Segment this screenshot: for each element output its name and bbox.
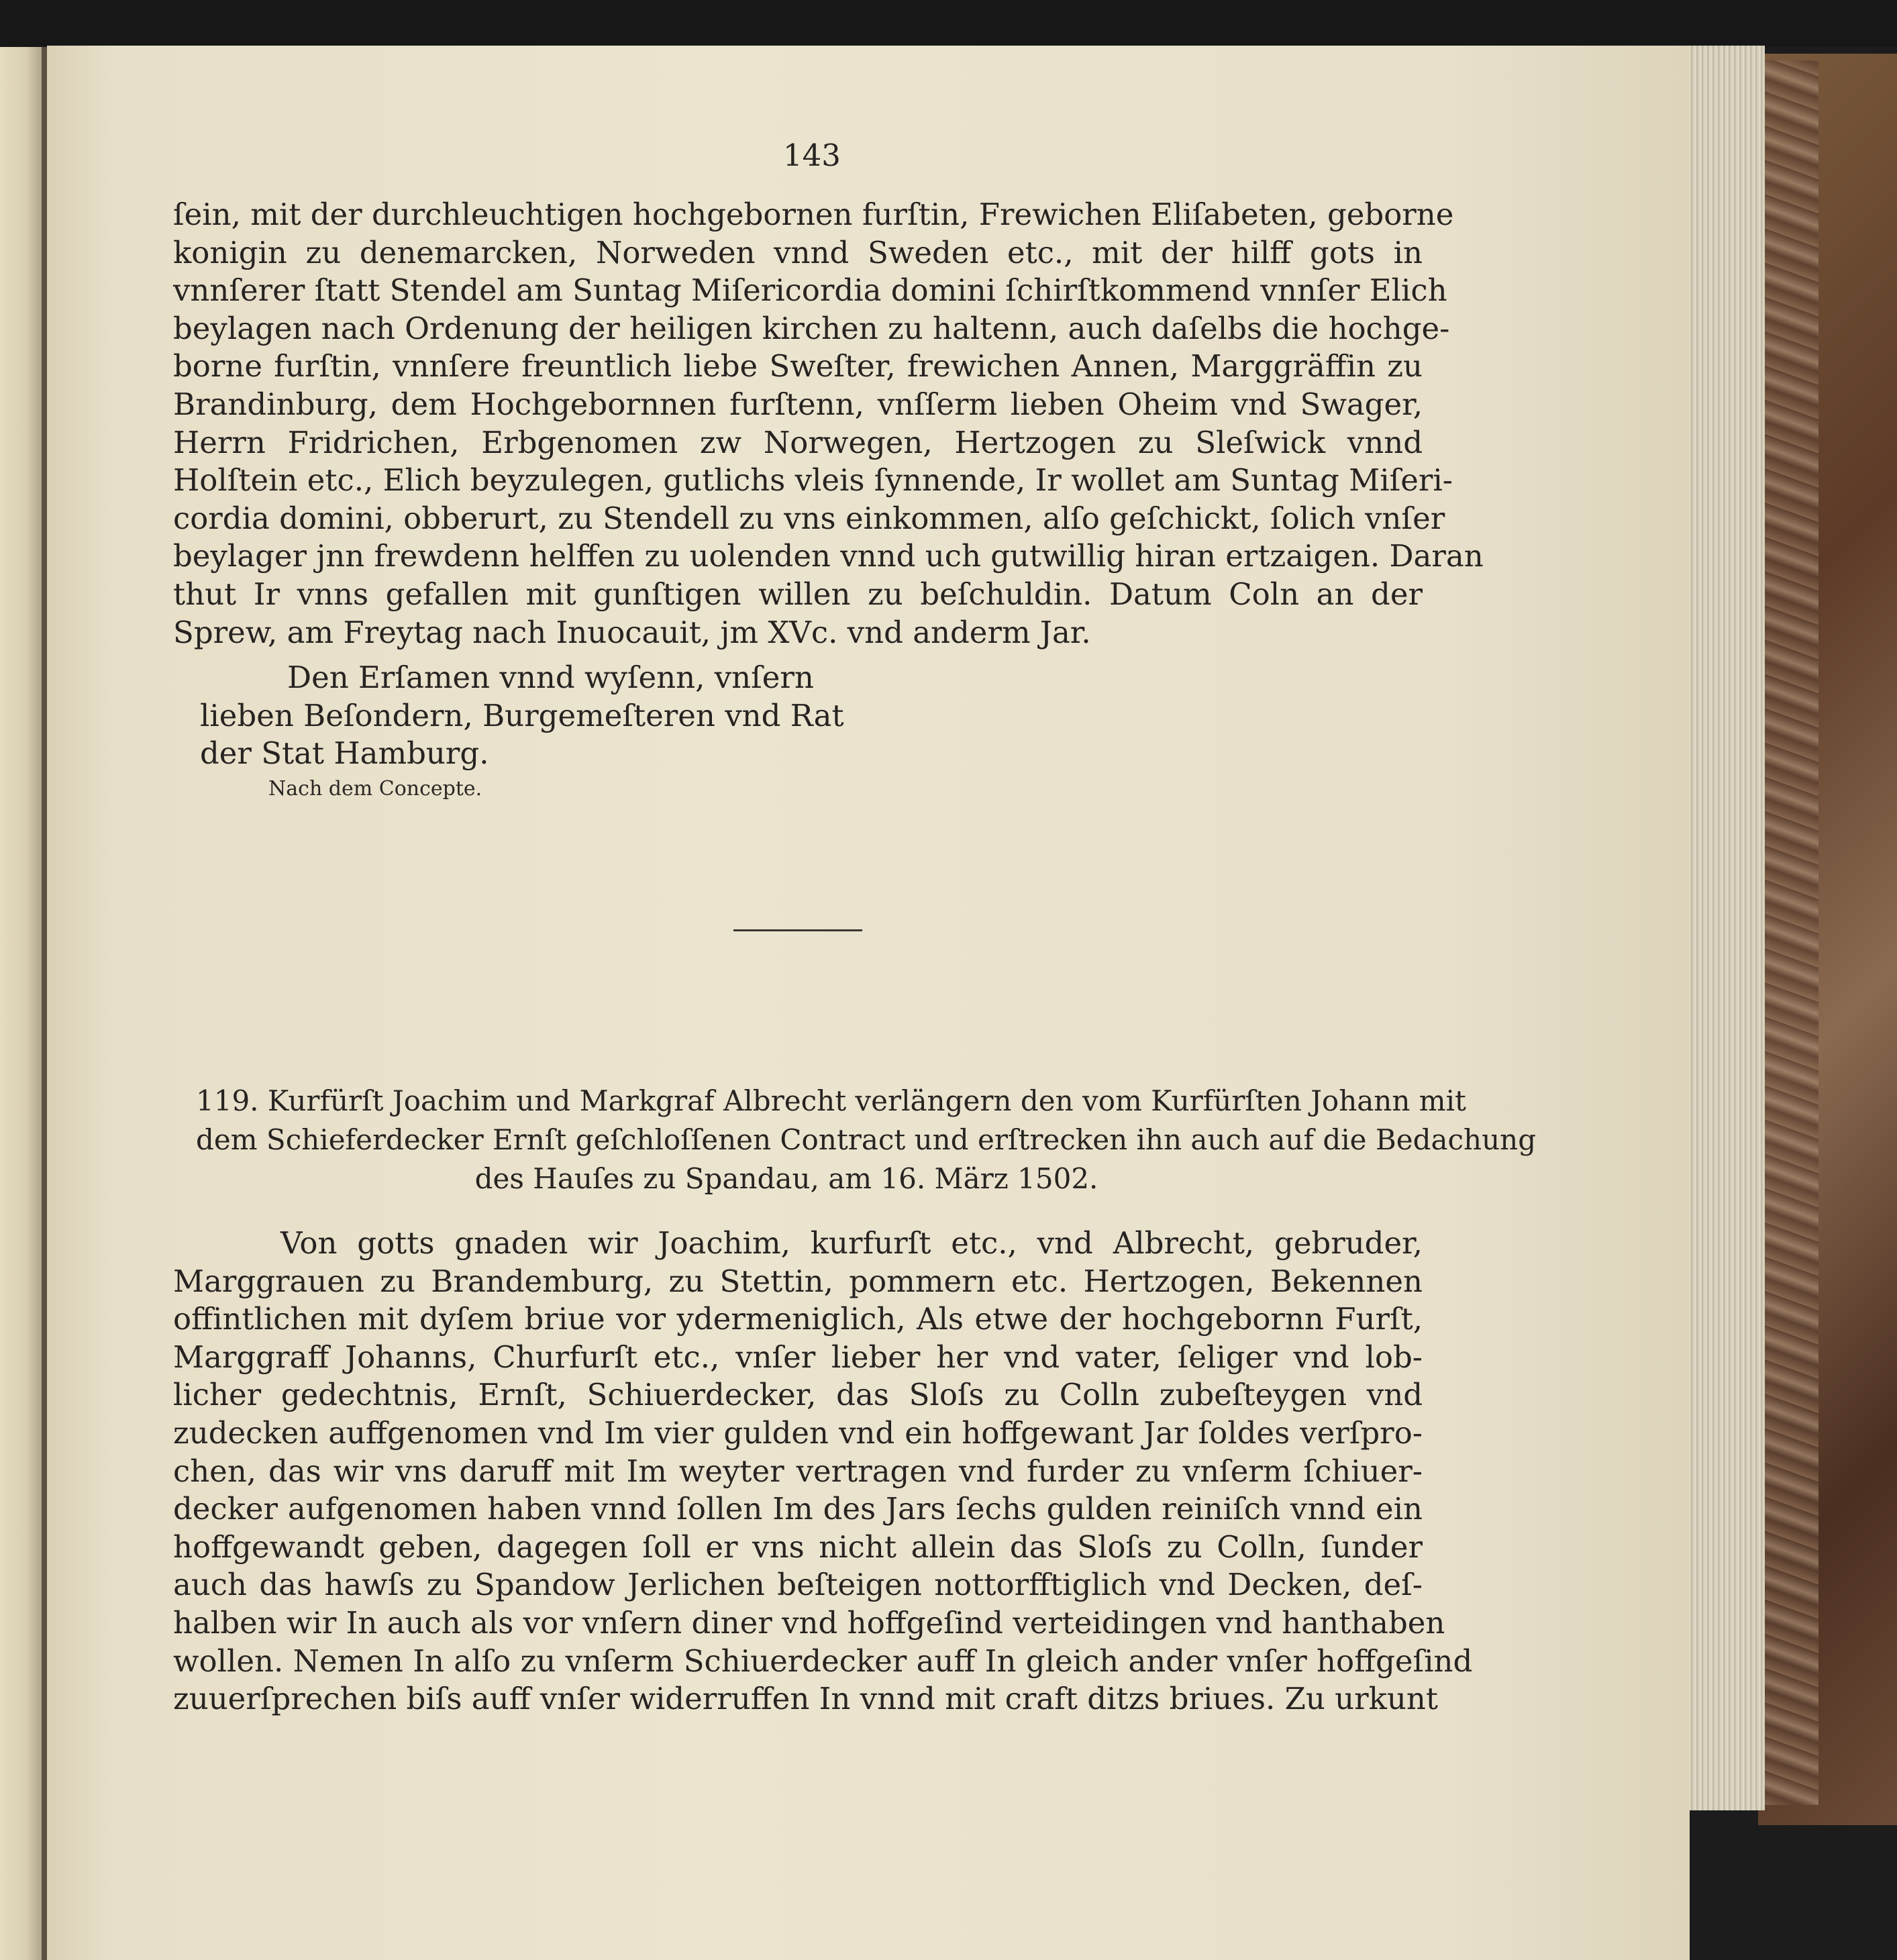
text-line: auch das hawſs zu Spandow Jerlichen beſteigen nottorfftiglich vnd Decken, deſ- <box>173 1567 1423 1603</box>
document-heading <box>196 1082 1537 1198</box>
text-line: offintlichen mit dyſem briue vor ydermeniglich, Als etwe der hochgebornn Furſt, <box>173 1301 1423 1337</box>
text-line: beylager jnn frewdenn helffen zu uolenden vnnd uch gutwillig hiran ertzaigen. Daran <box>173 538 1484 574</box>
text-line: licher gedechtnis, Ernſt, Schiuerdecker, das Sloſs zu Colln zubeſteygen vnd <box>173 1377 1423 1413</box>
document-body <box>173 1225 1473 1718</box>
text-line: thut Ir vnns gefallen mit gunſtigen willen zu beſchuldin. Datum Coln an der <box>173 576 1423 612</box>
text-line: vnnſerer ſtatt Stendel am Suntag Miſericordia domini ſchirſtkommend vnnſer Elich <box>173 272 1447 309</box>
book-spine-top <box>0 0 1897 47</box>
address-line: Den Erſamen vnnd wyſenn, vnſern <box>287 660 814 695</box>
text-line: Sprew, am Freytag nach Inuocauit, jm XVc. vnd anderm Jar. <box>173 614 1091 650</box>
letter-address <box>173 659 844 773</box>
text-line: Marggraff Johanns, Churfurſt etc., vnſer lieber her vnd vater, ſeliger vnd lob- <box>173 1339 1423 1375</box>
text-line: wollen. Nemen In alſo zu vnſerm Schiuerdecker auff In gleich ander vnſer hoffgeſind <box>173 1643 1473 1679</box>
text-line: borne furſtin, vnnſere freuntlich liebe Sweſter, frewichen Annen, Marggräffin zu <box>173 348 1423 384</box>
address-line: lieben Beſondern, Burgemeſteren vnd Rat <box>200 697 844 733</box>
text-line: cordia domini, obberurt, zu Stendell zu vns einkommen, alſo geſchickt, ſolich vnſer <box>173 500 1445 536</box>
text-line: Von gotts gnaden wir Joachim, kurfurſt etc., vnd Albrecht, gebruder, <box>280 1225 1423 1261</box>
page-edges <box>1678 46 1765 1810</box>
marbled-cover-pattern <box>1765 60 1818 1805</box>
text-line: Herrn Fridrichen, Erbgenomen zw Norwegen, Hertzogen zu Sleſwick vnnd <box>173 424 1423 460</box>
text-line: halben wir In auch als vor vnſern diner vnd hoffgeſind verteidingen vnd hanthaben <box>173 1604 1445 1641</box>
letter-body <box>173 196 1484 652</box>
text-line: konigin zu denemarcken, Norweden vnnd Sweden etc., mit der hilff gots in <box>173 234 1423 270</box>
text-line: Holſtein etc., Elich beyzulegen, gutlichs vleis ſynnende, Ir wollet am Suntag Miſeri- <box>173 462 1453 499</box>
text-line: Marggrauen zu Brandemburg, zu Stettin, pommern etc. Hertzogen, Bekennen <box>173 1263 1423 1299</box>
text-line: beylagen nach Ordenung der heiligen kirchen zu haltenn, auch daſelbs die hochge- <box>173 310 1450 346</box>
page-number: 143 <box>783 138 841 173</box>
heading-line: des Hauſes zu Spandau, am 16. März 1502. <box>474 1162 1098 1195</box>
text-line: decker aufgenomen haben vnnd ſollen Im des Jars ſechs gulden reiniſch vnnd ein <box>173 1491 1423 1527</box>
text-line: ſein, mit der durchleuchtigen hochgebornen furſtin, Frewichen Eliſabeten, geborne <box>173 197 1454 232</box>
text-line: hoffgewandt geben, dagegen ſoll er vns nicht allein das Sloſs zu Colln, ſunder <box>173 1529 1423 1565</box>
address-line: der Stat Hamburg. <box>200 735 489 772</box>
heading-line: dem Schieferdecker Ernſt geſchloſſenen Contract und erſtrecken ihn auch auf die Bedachung <box>196 1123 1537 1156</box>
facing-page-edge <box>0 47 44 1960</box>
source-note: Nach dem Concepte. <box>268 777 482 801</box>
heading-line: 119. Kurfürſt Joachim und Markgraf Albrecht verlängern den vom Kurfürſten Johann mit <box>196 1084 1466 1117</box>
section-divider <box>733 929 862 931</box>
text-line: zudecken auffgenomen vnd Im vier gulden vnd ein hoffgewant Jar ſoldes verſpro- <box>173 1414 1423 1451</box>
text-line: Brandinburg, dem Hochgebornnen furſtenn, vnſſerm lieben Oheim vnd Swager, <box>173 386 1423 422</box>
text-line: zuuerſprechen biſs auff vnſer widerruffen In vnnd mit craft ditzs briues. Zu urkunt <box>173 1681 1438 1717</box>
text-line: chen, das wir vns daruff mit Im weyter vertragen vnd furder zu vnſerm ſchiuer- <box>173 1453 1423 1489</box>
